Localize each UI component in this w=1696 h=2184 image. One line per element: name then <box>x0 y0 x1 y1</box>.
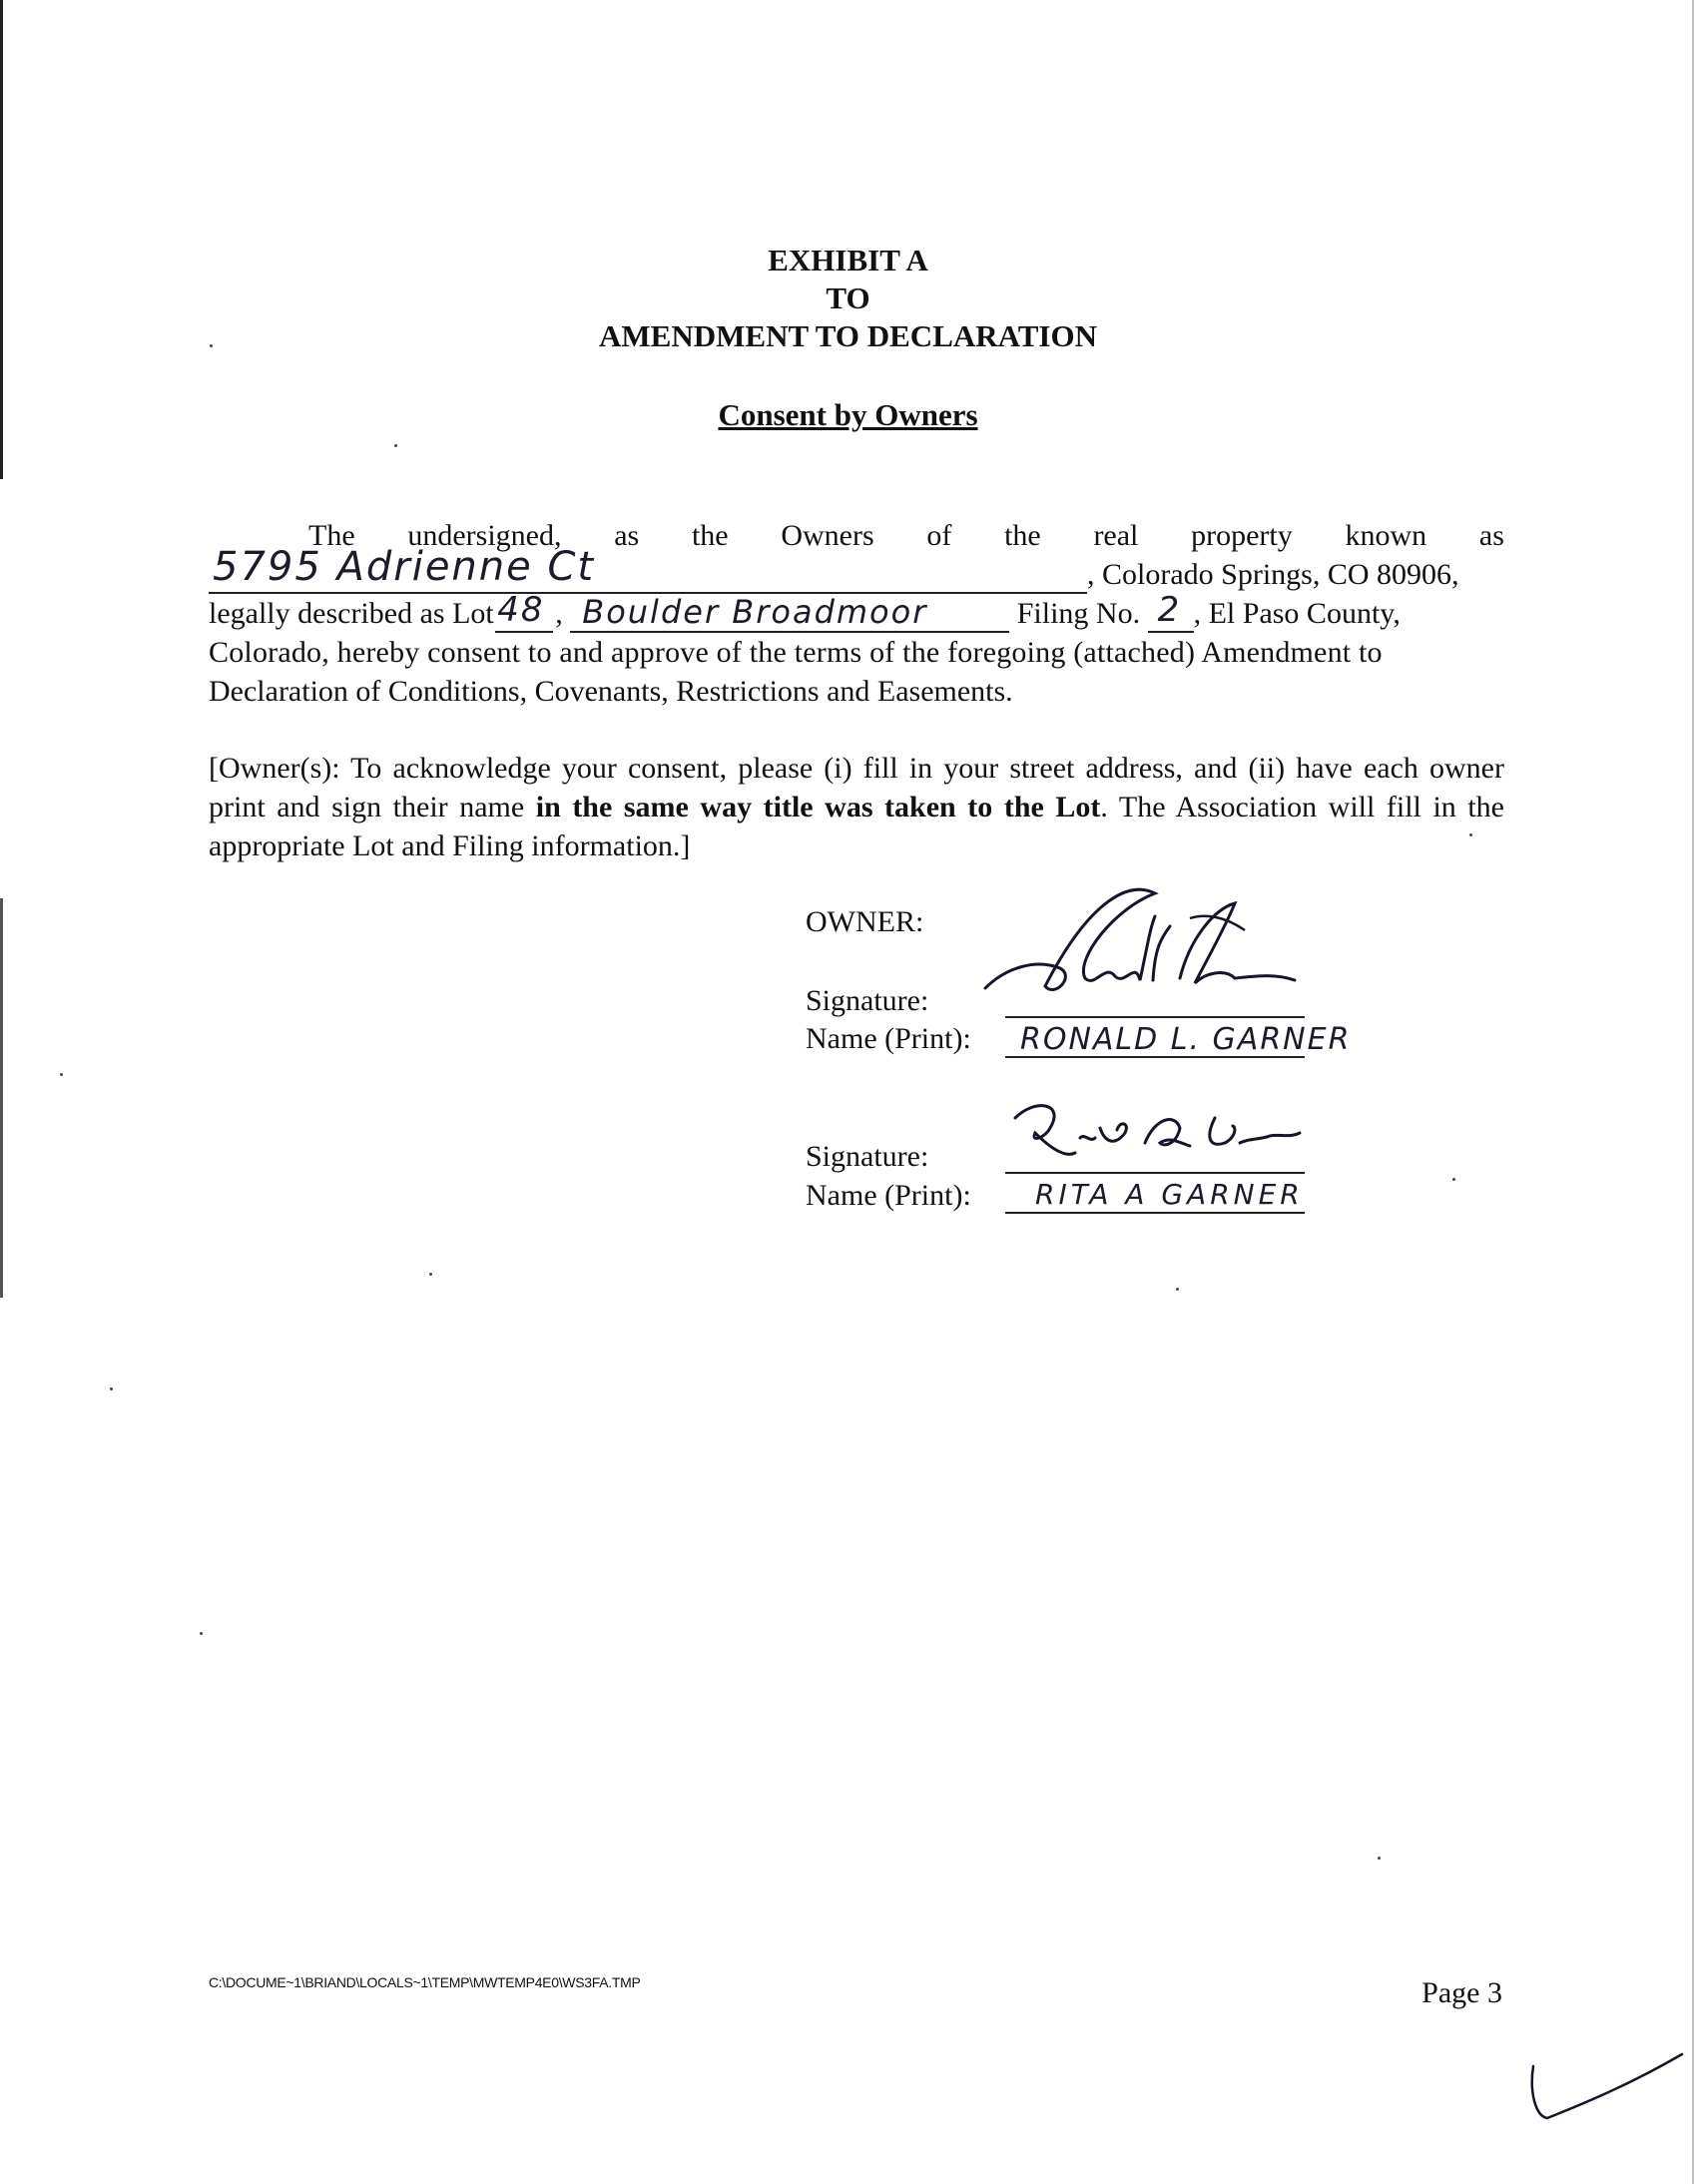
lot-prefix: legally described as Lot <box>209 597 494 630</box>
subdivision-field[interactable] <box>570 593 1009 633</box>
scan-speck <box>429 1273 432 1276</box>
filing-suffix: , El Paso County, <box>1193 597 1401 630</box>
acknowledgement-paragraph <box>209 749 1504 865</box>
filing-prefix: Filing No. <box>1016 597 1141 630</box>
lot-field[interactable] <box>495 590 553 633</box>
exhibit-title: EXHIBIT A <box>768 243 928 277</box>
name-print-line[interactable] <box>1005 1212 1305 1214</box>
address-suffix: , Colorado Springs, CO 80906, <box>1087 558 1459 591</box>
word: the <box>1004 519 1041 552</box>
signature-line[interactable] <box>1005 1172 1305 1174</box>
owner-label: OWNER: <box>806 905 924 938</box>
consent-heading: Consent by Owners <box>718 397 978 432</box>
word: undersigned, <box>407 519 562 552</box>
scan-speck <box>1378 1857 1381 1860</box>
word: known <box>1345 519 1427 552</box>
word: property <box>1191 519 1293 552</box>
scan-speck <box>60 1073 63 1076</box>
name-print-label: Name (Print): <box>806 1022 971 1055</box>
ack-text-2: . The Association will fill in the appropriate Lot and Filing information.] <box>209 791 1504 862</box>
word: as <box>1478 519 1504 552</box>
scan-speck <box>1452 1178 1455 1181</box>
word: real <box>1093 519 1139 552</box>
signature-label: Signature: <box>806 1140 929 1173</box>
scan-speck <box>394 444 397 447</box>
printed-name-1: RONALD L. GARNER <box>1020 1022 1352 1057</box>
filing-field[interactable] <box>1148 590 1194 633</box>
word: The <box>308 519 355 552</box>
address-field[interactable] <box>209 544 1087 594</box>
filing-handwritten: 2 <box>1157 590 1182 630</box>
scan-speck <box>200 1632 203 1635</box>
word: of <box>926 519 952 552</box>
lot-handwritten: 48 <box>497 590 545 630</box>
consent-paragraph <box>209 516 1504 711</box>
consent-line-3: legally described as Lot 48 , Boulder Broadmoor Filing No. 2 , El Paso County, <box>209 590 1401 631</box>
scan-speck <box>1176 1288 1179 1291</box>
signature-label: Signature: <box>806 984 929 1017</box>
signature-image-1 <box>965 868 1325 1028</box>
address-handwritten: 5795 Adrienne Ct <box>213 544 596 590</box>
ack-text-1: [Owner(s): To acknowledge your consent, please (i) fill in your street address, and (ii) have each owner print and sign their name <box>209 752 1504 823</box>
exhibit-to: TO <box>826 280 870 315</box>
word: as <box>614 519 640 552</box>
consent-line-2 <box>209 544 1504 594</box>
word: the <box>691 519 729 552</box>
file-path: C:\DOCUME~1\BRIAND\LOCALS~1\TEMP\MWTEMP4E0\WS3FA.TMP <box>209 1974 641 1990</box>
subdivision-handwritten: Boulder Broadmoor <box>582 593 928 631</box>
scan-speck <box>110 1387 113 1390</box>
name-print-label: Name (Print): <box>806 1179 971 1212</box>
exhibit-amendment-title: AMENDMENT TO DECLARATION <box>599 318 1097 353</box>
initial-mark <box>1527 2046 1687 2136</box>
ack-bold: in the same way title was taken to the Lot <box>535 791 1101 823</box>
consent-line-4: Colorado, hereby consent to and approve of the terms of the foregoing (attached) Amendment to <box>209 636 1383 669</box>
consent-line-5: Declaration of Conditions, Covenants, Restrictions and Easements. <box>209 675 1013 708</box>
signature-image-2 <box>1005 1088 1305 1178</box>
page-number: Page 3 <box>1421 1976 1502 2009</box>
word: Owners <box>781 519 874 552</box>
printed-name-2: RITA A GARNER <box>1035 1178 1304 1211</box>
